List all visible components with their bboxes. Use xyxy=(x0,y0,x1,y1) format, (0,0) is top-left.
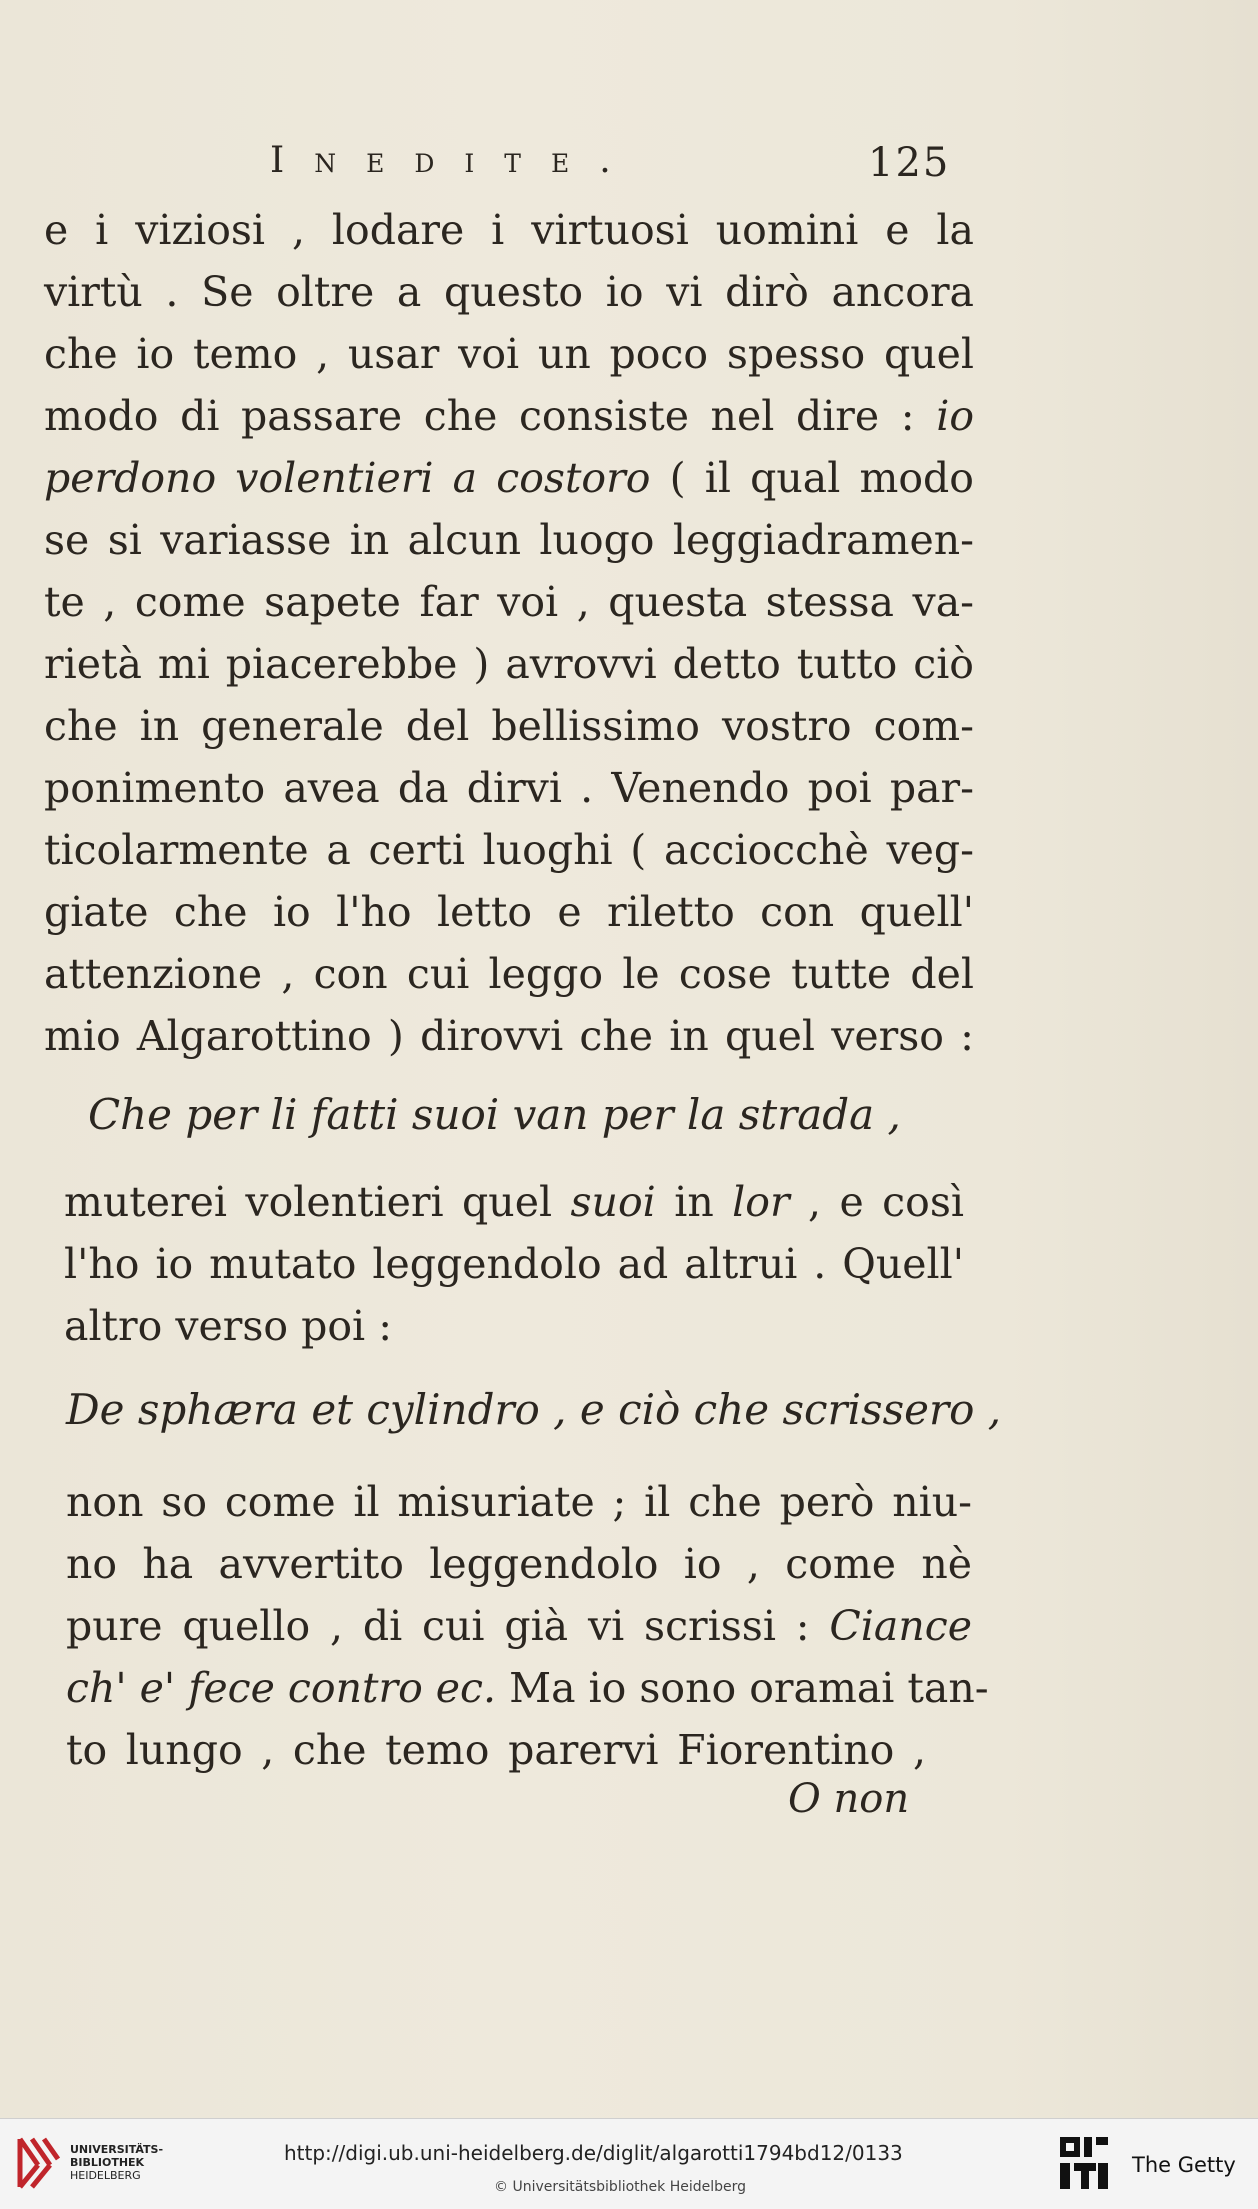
getty-logo-icon xyxy=(1058,2135,1110,2191)
text-line: mio Algarottino ) dirovvi che in quel verso : xyxy=(44,1012,974,1060)
page-number: 125 xyxy=(868,140,951,186)
text-line: rietà mi piacerebbe ) avrovvi detto tutto ciò xyxy=(44,640,974,688)
italic-fragment: lor xyxy=(732,1178,790,1226)
partner-name: The Getty xyxy=(1132,2153,1236,2177)
text-line: te , come sapete far voi , questa stessa va- xyxy=(44,578,974,626)
text-fragment: ( il qual modo xyxy=(669,454,974,502)
text-fragment: Ma io sono oramai tan- xyxy=(509,1664,989,1712)
text-fragment: muterei volentieri quel xyxy=(64,1178,553,1226)
text-fragment: modo di passare che consiste nel dire : xyxy=(44,392,915,440)
text-line xyxy=(44,391,974,441)
text-fragment: , e così xyxy=(808,1178,964,1226)
italic-fragment: Ciance xyxy=(829,1602,972,1650)
text-line: non so come il misuriate ; il che però niu- xyxy=(66,1478,972,1526)
institution-line: UNIVERSITÄTS- xyxy=(70,2143,164,2156)
text-line xyxy=(66,1601,972,1651)
university-library-logo-icon xyxy=(14,2135,60,2191)
institution-line: BIBLIOTHEK xyxy=(70,2156,145,2169)
permalink-url[interactable]: http://digi.ub.uni-heidelberg.de/diglit/algarotti1794bd12/0133 xyxy=(284,2141,903,2165)
text-line xyxy=(64,1177,964,1227)
text-fragment: in xyxy=(674,1178,714,1226)
catchword: O non xyxy=(788,1776,910,1822)
institution-name xyxy=(70,2143,163,2182)
text-line: altro verso poi : xyxy=(64,1302,393,1350)
text-line: l'ho io mutato leggendolo ad altrui . Quell' xyxy=(64,1240,964,1288)
text-line: ticolarmente a certi luoghi ( acciocchè veg- xyxy=(44,826,974,874)
italic-fragment: io xyxy=(936,392,974,440)
text-line: se si variasse in alcun luogo leggiadramen- xyxy=(44,516,974,564)
quoted-verse: Che per li fatti suoi van per la strada , xyxy=(88,1090,901,1139)
text-line xyxy=(44,453,974,503)
text-line: ponimento avea da dirvi . Venendo poi par- xyxy=(44,764,974,812)
copyright-notice: © Universitätsbibliothek Heidelberg xyxy=(494,2179,747,2195)
text-line xyxy=(66,1663,989,1713)
quoted-verse: De sphæra et cylindro , e ciò che scrissero , xyxy=(66,1385,1002,1434)
italic-fragment: perdono volentieri a costoro xyxy=(44,454,651,502)
running-title: Inedite. xyxy=(270,140,641,181)
institution-line: HEIDELBERG xyxy=(70,2169,141,2182)
italic-fragment: suoi xyxy=(570,1178,656,1226)
text-line: giate che io l'ho letto e riletto con quell' xyxy=(44,888,974,936)
text-line: che in generale del bellissimo vostro com- xyxy=(44,702,974,750)
text-line: no ha avvertito leggendolo io , come nè xyxy=(66,1540,972,1588)
text-line: attenzione , con cui leggo le cose tutte del xyxy=(44,950,974,998)
text-line: e i viziosi , lodare i virtuosi uomini e la xyxy=(44,206,974,254)
italic-fragment: ch' e' fece contro ec. xyxy=(66,1664,497,1712)
text-line: to lungo , che temo parervi Fiorentino , xyxy=(66,1726,926,1774)
text-fragment: pure quello , di cui già vi scrissi : xyxy=(66,1602,810,1650)
text-line: virtù . Se oltre a questo io vi dirò ancora xyxy=(44,268,974,316)
text-line: che io temo , usar voi un poco spesso quel xyxy=(44,330,974,378)
viewer-footer xyxy=(0,2118,1258,2209)
